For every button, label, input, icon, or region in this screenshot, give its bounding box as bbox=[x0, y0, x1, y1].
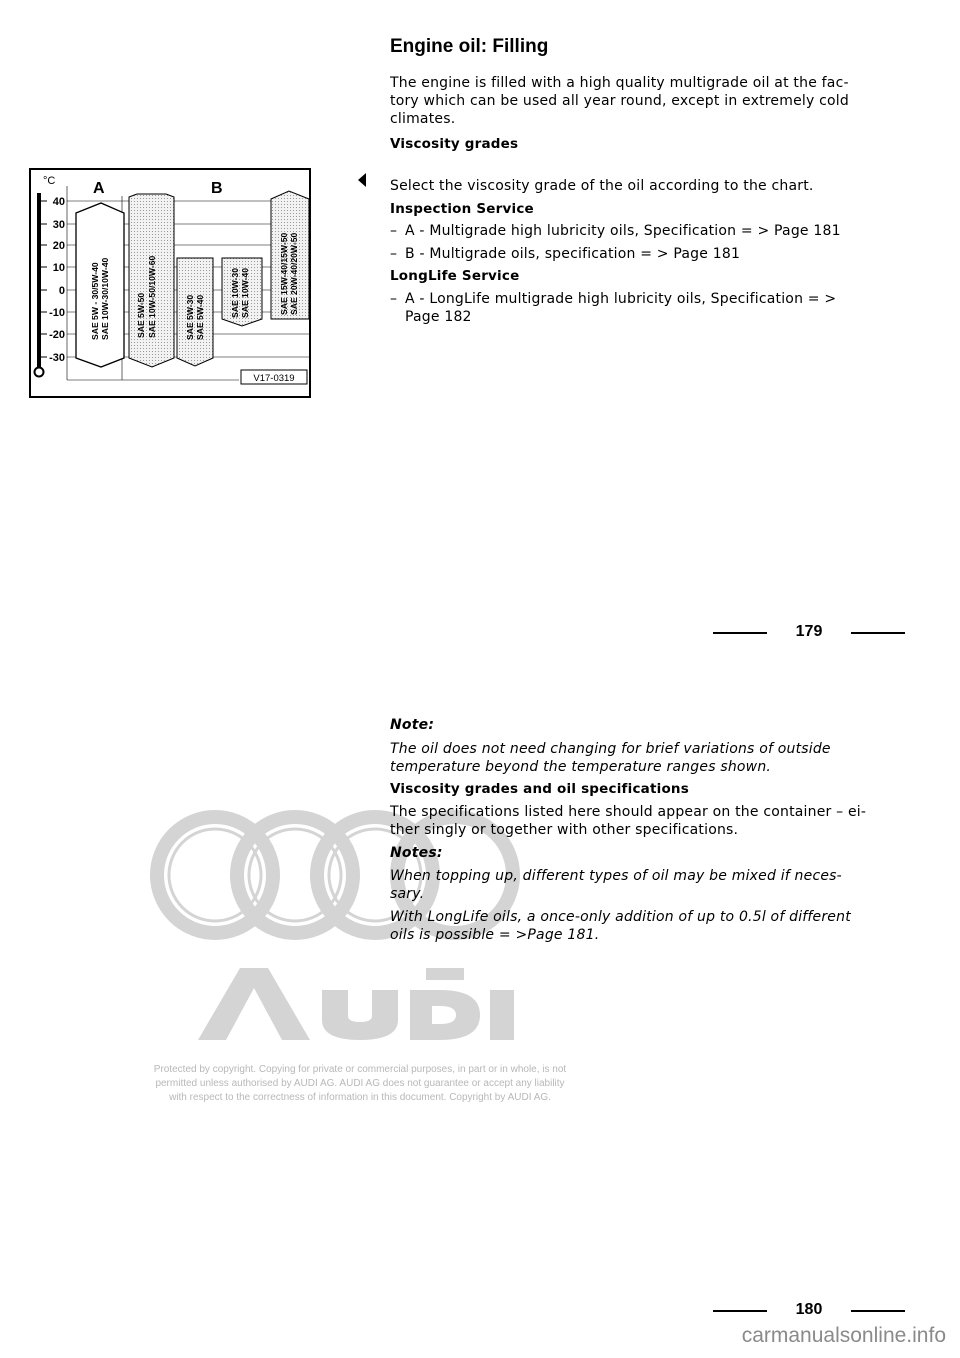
inspection-item-label: A - Multigrade high lubricity oils, Specification = > Page 181 bbox=[405, 223, 841, 239]
viscosity-chart bbox=[29, 168, 311, 398]
temperature-unit-label: °C bbox=[43, 175, 56, 187]
spec-heading: Viscosity grades and oil specifications bbox=[390, 781, 689, 797]
note-line: The oil does not need changing for brief variations of outside bbox=[390, 741, 831, 757]
temperature-tick-label: 0 bbox=[58, 285, 65, 297]
notes-line: When topping up, different types of oil may be mixed if neces- bbox=[390, 868, 842, 884]
page-number-180 bbox=[713, 1301, 905, 1321]
temperature-tick-label: -30 bbox=[49, 352, 65, 364]
inspection-item-a: – A - Multigrade high lubricity oils, Specification = > Page 181 bbox=[390, 223, 841, 239]
site-watermark: carmanualsonline.info bbox=[741, 1324, 946, 1347]
longlife-item-a: – A - LongLife multigrade high lubricity oils, Specification = > Page 182 bbox=[390, 291, 837, 325]
inspection-heading: Inspection Service bbox=[390, 201, 534, 217]
inspection-item-b: – B - Multigrade oils, specification = > Page 181 bbox=[390, 246, 741, 262]
intro-line: tory which can be used all year round, except in extremely cold bbox=[390, 93, 849, 109]
intro-line: climates. bbox=[390, 111, 456, 127]
copyright-watermark bbox=[80, 1063, 640, 1105]
bar-b2-label: SAE 5W-40 bbox=[195, 294, 205, 340]
notes-line: With LongLife oils, a once-only addition of up to 0.5l of different bbox=[390, 909, 851, 925]
bar-b3-label: SAE 10W-30 bbox=[230, 268, 240, 318]
page-rule-right bbox=[851, 1310, 905, 1312]
longlife-item-page: Page 182 bbox=[405, 309, 472, 325]
bar-b1-label: SAE 5W-50 bbox=[136, 292, 146, 338]
bar-a-label: SAE 5W - 30/5W-40 bbox=[90, 262, 100, 340]
temperature-tick-label: 30 bbox=[52, 219, 65, 231]
notes-paragraph-1 bbox=[390, 867, 842, 903]
longlife-item-label: A - LongLife multigrade high lubricity oils, Specification = > bbox=[405, 291, 837, 307]
intro-line: The engine is filled with a high quality multigrade oil at the fac- bbox=[390, 75, 849, 91]
bar-b2-label: SAE 5W-30 bbox=[185, 294, 195, 340]
notes-heading: Notes: bbox=[390, 845, 443, 861]
temperature-tick-label: 20 bbox=[52, 240, 65, 252]
temperature-tick-label: -20 bbox=[49, 329, 65, 341]
page-rule-right bbox=[851, 632, 905, 634]
viscosity-heading: Viscosity grades bbox=[390, 136, 519, 152]
page-number-label: 179 bbox=[795, 623, 823, 640]
bar-b4-label: SAE 20W-40/20W-50 bbox=[289, 232, 299, 315]
figure-code-label: V17-0319 bbox=[253, 373, 295, 384]
inspection-item-label: B - Multigrade oils, specification = > Page 181 bbox=[405, 246, 741, 262]
temperature-tick-label: 10 bbox=[52, 262, 65, 274]
notes-line: sary. bbox=[390, 886, 425, 902]
spec-line: The specifications listed here should appear on the container – ei- bbox=[390, 804, 867, 820]
page-number-label: 180 bbox=[795, 1301, 823, 1318]
intro-paragraph bbox=[390, 74, 849, 128]
note-line: temperature beyond the temperature ranges shown. bbox=[390, 759, 772, 775]
bar-b4-label: SAE 15W-40/15W-50 bbox=[279, 232, 289, 315]
notes-paragraph-2 bbox=[390, 908, 851, 944]
copyright-line: permitted unless authorised by AUDI AG. AUDI AG does not guarantee or accept any liability bbox=[155, 1078, 565, 1089]
page-number-179 bbox=[713, 623, 905, 643]
note-paragraph bbox=[390, 740, 831, 776]
note-heading: Note: bbox=[390, 717, 435, 733]
group-a-label: A bbox=[93, 180, 105, 197]
select-text: Select the viscosity grade of the oil according to the chart. bbox=[390, 178, 814, 194]
notes-line: oils is possible = >Page 181. bbox=[390, 927, 600, 943]
bar-b1-label: SAE 10W-50/10W-60 bbox=[147, 255, 157, 338]
copyright-line: Protected by copyright. Copying for private or commercial purposes, in part or in whole, is not bbox=[153, 1064, 567, 1075]
longlife-heading: LongLife Service bbox=[390, 268, 520, 284]
temperature-tick-label: 40 bbox=[52, 196, 65, 208]
group-b-label: B bbox=[211, 180, 223, 197]
figure-pointer-icon bbox=[358, 173, 366, 187]
copyright-line: with respect to the correctness of information in this document. Copyright by AUDI AG. bbox=[169, 1092, 551, 1103]
spec-paragraph bbox=[390, 803, 866, 839]
spec-line: ther singly or together with other specifications. bbox=[390, 822, 739, 838]
bar-a-label: SAE 10W-30/10W-40 bbox=[100, 257, 110, 340]
page-title: Engine oil: Filling bbox=[390, 36, 549, 57]
temperature-tick-label: -10 bbox=[49, 307, 65, 319]
bar-b3-label: SAE 10W-40 bbox=[240, 268, 250, 318]
